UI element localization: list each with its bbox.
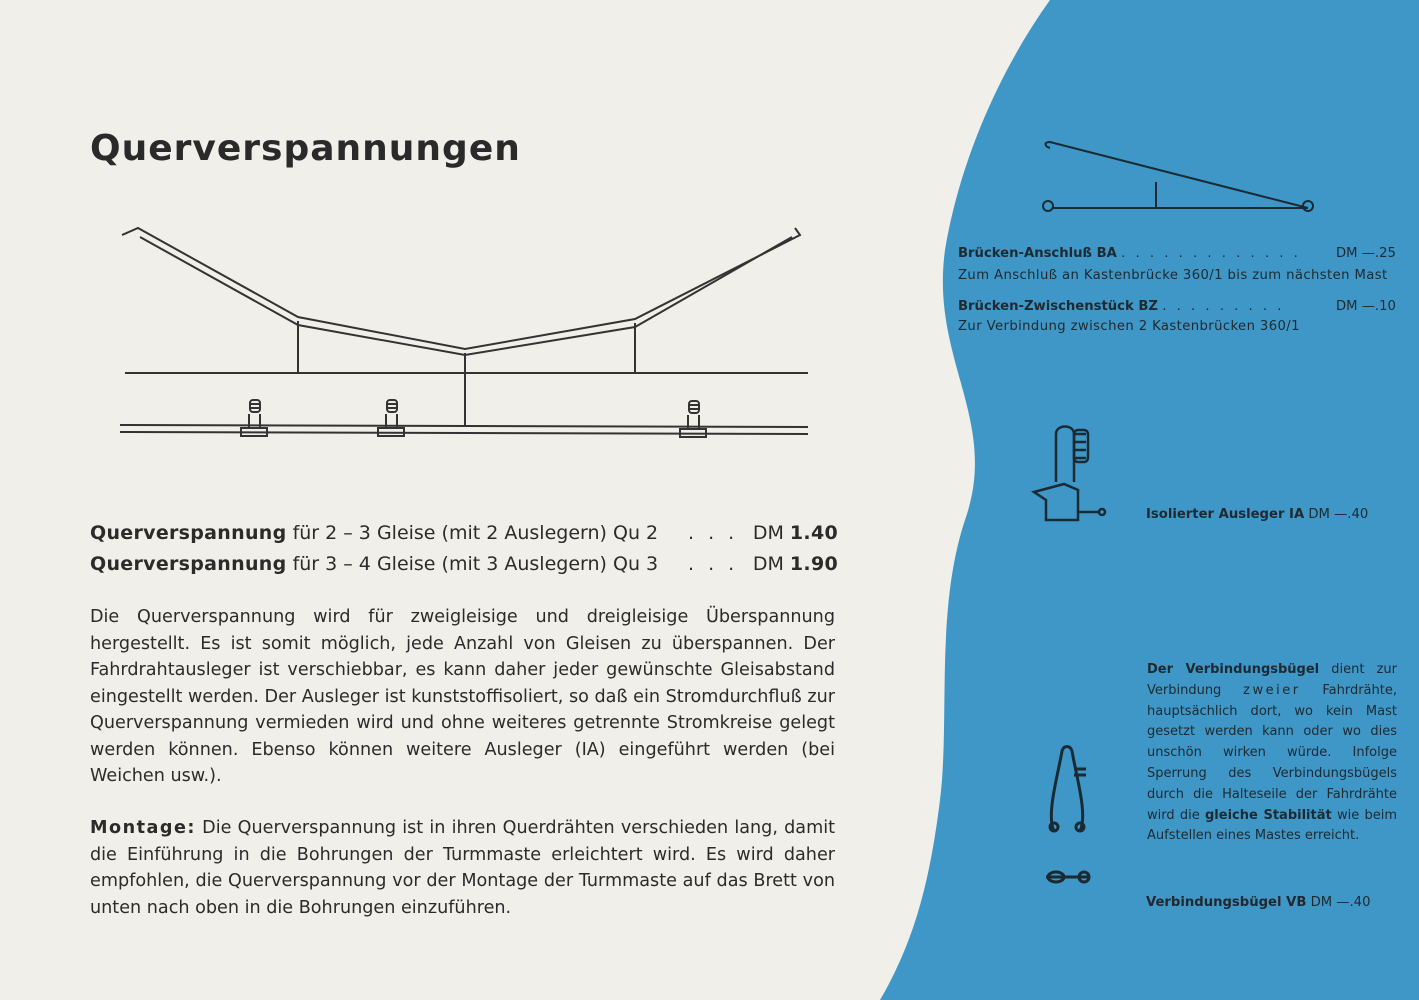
montage-text: Die Querverspannung ist in ihren Querdrähten verschieden lang, damit die Einführung in die Bohrungen der Turmmaste erleichtert wird. Es wird daher empfohlen, die Querverspannung vor der Montage der Turmmaste auf das Brett von unten nach oben in die Bohrungen einzuführen. — [90, 818, 835, 918]
cross-span-diagram — [110, 215, 820, 455]
item-bz-price: DM —.10 — [1336, 299, 1396, 314]
insulator-clips — [241, 400, 706, 437]
price: DM 1.40 — [752, 522, 838, 544]
page-title: Querverspannungen — [90, 128, 521, 169]
item-ba-line — [958, 246, 1301, 261]
montage-label: Montage: — [90, 818, 196, 838]
product-name: Querverspannung — [90, 522, 287, 544]
leader-dots: . . . — [688, 522, 739, 544]
insulated-arm-icon — [1030, 420, 1110, 530]
leader-dots: . . . . . . . . . — [1162, 299, 1285, 314]
vb-spaced-word: zweier — [1243, 682, 1301, 698]
product-desc: für 3 – 4 Gleise (mit 3 Auslegern) Qu 3 — [292, 553, 659, 575]
vb-text-3: wie beim Aufstellen eines Mastes erreicht. — [1147, 807, 1397, 844]
bridge-connector-icon — [1040, 140, 1320, 215]
item-ba-desc: Zum Anschluß an Kastenbrücke 360/1 bis zum nächsten Mast — [958, 268, 1388, 283]
price: DM 1.90 — [752, 553, 838, 575]
item-vb-line — [1146, 895, 1370, 910]
vb-text-2: Fahrdrähte, hauptsächlich dort, wo kein Mast gesetzt werden kann oder wo dies unschön wirken würde. Infolge Sperrung des Verbindungsbügels durch die Halteseile der Fahrdrähte wird die — [1147, 682, 1397, 823]
price-row-qu2 — [90, 522, 838, 548]
product-name: Querverspannung — [90, 553, 287, 575]
vb-bold-mid: gleiche Stabilität — [1205, 807, 1332, 823]
item-bz-desc: Zur Verbindung zwischen 2 Kastenbrücken 360/1 — [958, 319, 1300, 334]
vb-lead: Der Verbindungsbügel — [1147, 662, 1320, 677]
item-bz-name: Brücken-Zwischenstück BZ — [958, 299, 1158, 314]
vb-paragraph — [1147, 660, 1397, 847]
item-vb-price: DM —.40 — [1310, 895, 1371, 910]
item-ia-price: DM —.40 — [1308, 507, 1369, 522]
price-row-qu3 — [90, 553, 838, 579]
vb-text-1: dient zur Verbindung — [1147, 662, 1398, 698]
item-ia-name: Isolierter Ausleger IA — [1146, 507, 1305, 522]
leader-dots: . . . — [688, 553, 739, 575]
leader-dots: . . . . . . . . . . . . . — [1121, 246, 1301, 261]
item-vb-name: Verbindungsbügel VB — [1146, 895, 1307, 910]
montage-paragraph — [90, 815, 835, 921]
item-ba-name: Brücken-Anschluß BA — [958, 246, 1117, 261]
connecting-clip-icon — [1040, 745, 1100, 890]
product-desc: für 2 – 3 Gleise (mit 2 Auslegern) Qu 2 — [292, 522, 659, 544]
description-paragraph: Die Querverspannung wird für zweigleisige und dreigleisige Überspannung hergestellt. Es ist somit möglich, jede Anzahl von Gleisen zu überspannen. Der Fahrdrahtausleger ist verschiebbar, es kann daher jeder gewünschte Gleisabstand eingestellt werden. Der Ausleger ist kunststoffisoliert, so daß ein Stromdurchfluß zur Querverspannung vermieden wird und ohne weiteres getrennte Stromkreise gelegt werden können. Ebenso können weitere Ausleger (IA) eingeführt werden (bei Weichen usw.). — [90, 607, 835, 786]
item-ba-price: DM —.25 — [1336, 246, 1396, 261]
item-bz-line — [958, 299, 1284, 314]
item-ia-line — [1146, 507, 1368, 522]
